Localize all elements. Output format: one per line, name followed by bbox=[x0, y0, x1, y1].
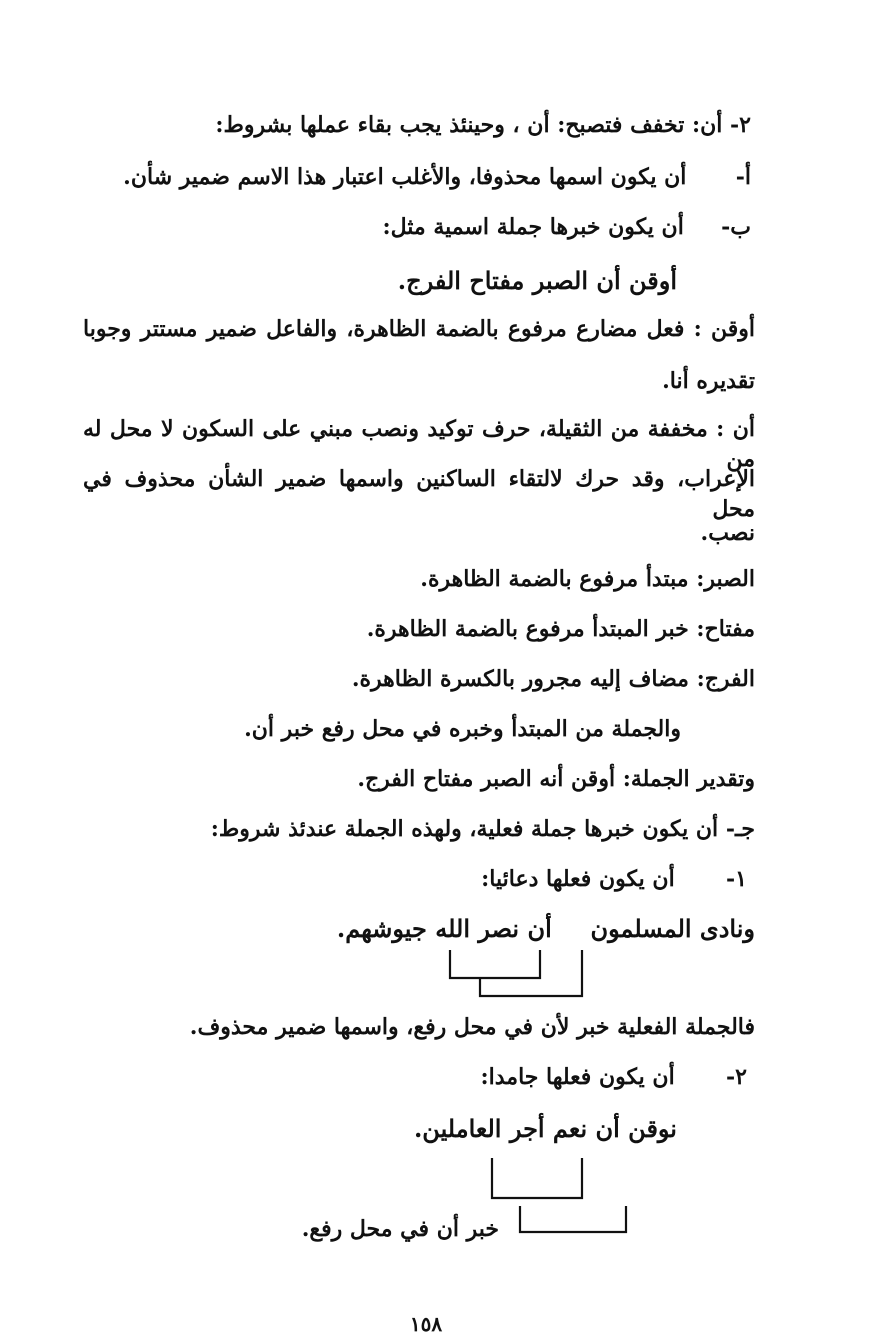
parsing-line-3: أن : مخففة من الثقيلة، حرف توكيد ونصب مبني على السكون لا محل له من bbox=[83, 416, 755, 472]
bracket-outer-1 bbox=[480, 950, 582, 996]
parsing-line-5: نصب. bbox=[700, 520, 755, 546]
bracket-inner-1 bbox=[450, 950, 540, 978]
parsing-line-1: أوقن : فعل مضارع مرفوع بالضمة الظاهرة، والفاعل ضمير مستتر وجوبا bbox=[83, 316, 755, 342]
sub-condition-2-label: ٢- bbox=[726, 1064, 747, 1090]
example-sentence-2-part-a: ونادى المسلمون bbox=[590, 914, 755, 943]
sub-condition-2 bbox=[481, 1062, 747, 1092]
condition-heading: ٢- أن: تخفف فتصبح: أن ، وحينئذ يجب بقاء عملها بشروط: bbox=[215, 112, 751, 138]
parsing-line-10: وتقدير الجملة: أوقن أنه الصبر مفتاح الفرج. bbox=[357, 766, 755, 792]
sub-condition-1 bbox=[481, 864, 747, 894]
parsing-line-7: مفتاح: خبر المبتدأ مرفوع بالضمة الظاهرة. bbox=[366, 616, 755, 642]
condition-b-label: ب- bbox=[721, 214, 751, 240]
parsing-line-2: تقديره أنا. bbox=[662, 368, 755, 394]
sub-condition-1-text: أن يكون فعلها دعائيا: bbox=[481, 866, 675, 892]
parsing-line-6: الصبر: مبتدأ مرفوع بالضمة الظاهرة. bbox=[420, 566, 755, 592]
parsing-line-9: والجملة من المبتدأ وخبره في محل رفع خبر أن. bbox=[244, 716, 681, 742]
condition-b bbox=[382, 212, 751, 242]
parsing-line-11: فالجملة الفعلية خبر لأن في محل رفع، واسمها ضمير محذوف. bbox=[189, 1014, 755, 1040]
parsing-line-4: الإعراب، وقد حرك لالتقاء الساكنين واسمها ضمير الشأن محذوف في محل bbox=[83, 466, 755, 522]
example-sentence-1: أوقن أن الصبر مفتاح الفرج. bbox=[397, 266, 677, 295]
condition-a-text: أن يكون اسمها محذوفا، والأغلب اعتبار هذا الاسم ضمير شأن. bbox=[123, 164, 687, 190]
bracket-outer-2 bbox=[520, 1206, 626, 1232]
example-sentence-2-part-b: أن نصر الله جيوشهم. bbox=[336, 914, 552, 943]
example-sentence-3: نوقن أن نعم أجر العاملين. bbox=[413, 1114, 677, 1143]
example-sentence-2 bbox=[337, 914, 755, 944]
parsing-line-8: الفرج: مضاف إليه مجرور بالكسرة الظاهرة. bbox=[351, 666, 755, 692]
page-number: ١٥٨ bbox=[409, 1312, 443, 1336]
bracket-caption: خبر أن في محل رفع. bbox=[301, 1216, 499, 1242]
condition-a-label: أ- bbox=[735, 164, 751, 190]
sub-condition-1-label: ١- bbox=[726, 866, 747, 892]
condition-b-text: أن يكون خبرها جملة اسمية مثل: bbox=[382, 214, 684, 240]
condition-a bbox=[123, 162, 751, 192]
condition-c: جـ- أن يكون خبرها جملة فعلية، ولهذه الجملة عندئذ شروط: bbox=[210, 816, 755, 842]
bracket-inner-2 bbox=[492, 1158, 582, 1198]
sub-condition-2-text: أن يكون فعلها جامدا: bbox=[480, 1064, 675, 1090]
